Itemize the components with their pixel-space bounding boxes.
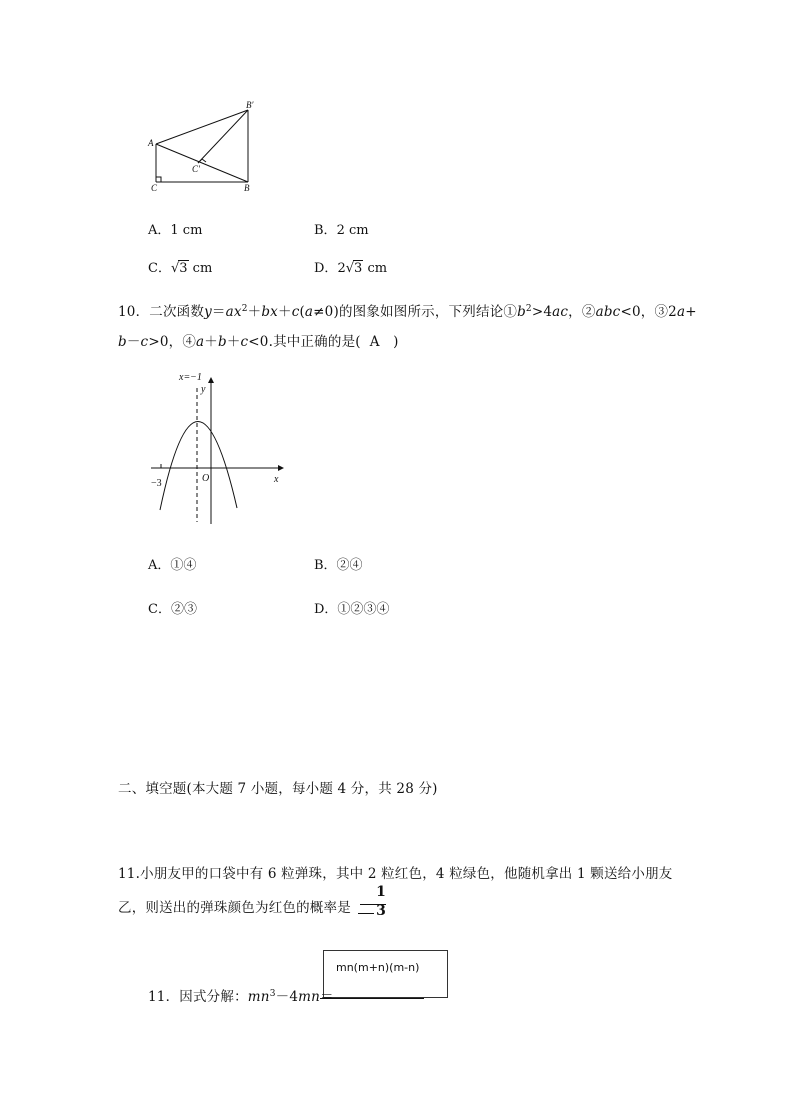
q11a-answer-blank bbox=[358, 913, 374, 914]
label-c: C bbox=[151, 183, 158, 193]
q10-text-1: 二次函数 bbox=[149, 304, 205, 320]
q9-option-b-value: 2 cm bbox=[336, 223, 369, 238]
q9-option-c bbox=[148, 257, 212, 276]
q9-option-a-prefix: A． bbox=[148, 223, 171, 238]
q10-line-2: b－c>0，④a＋b＋c<0.其中正确的是( A ) bbox=[118, 334, 399, 350]
q10-option-c: C．②③ bbox=[148, 602, 197, 617]
q10-option-a: A．①④ bbox=[148, 558, 197, 573]
q10-text-end: ) bbox=[393, 334, 399, 350]
q9-option-d-unit: cm bbox=[367, 261, 388, 276]
parabola-figure bbox=[145, 366, 290, 526]
label-b: B bbox=[244, 183, 250, 193]
q11a-line-2: 乙，则送出的弹珠颜色为红色的概率是 bbox=[118, 900, 351, 916]
q10-text-5: + bbox=[685, 304, 697, 320]
segment-ab-prime bbox=[156, 110, 248, 144]
q9-option-a-value: 1 cm bbox=[170, 223, 203, 238]
q10-text-4: <0，③2 bbox=[620, 304, 677, 320]
q9-option-c-prefix: C． bbox=[148, 261, 171, 276]
q11b-answer: mn(m+n)(m-n) bbox=[336, 961, 420, 974]
q11a-answer-denominator: 3 bbox=[376, 903, 386, 919]
q11a-line-1: 11.小朋友甲的口袋中有 6 粒弹珠，其中 2 粒红色，4 粒绿色，他随机拿出 1 颗送给小朋友 bbox=[118, 866, 673, 882]
root-label: −3 bbox=[151, 478, 162, 489]
axis-of-symmetry-label: x=−1 bbox=[179, 372, 202, 383]
label-b-prime: B′ bbox=[246, 100, 254, 110]
q9-option-c-radicand: 3 bbox=[179, 261, 188, 276]
x-axis-label: x bbox=[274, 474, 279, 485]
q11a-answer-numerator: 1 bbox=[376, 884, 386, 900]
q9-option-c-unit: cm bbox=[192, 261, 213, 276]
q9-option-d bbox=[314, 257, 387, 276]
section-heading: 二、填空题(本大题 7 小题，每小题 4 分，共 28 分) bbox=[118, 781, 438, 797]
label-c-prime: C′ bbox=[192, 164, 200, 174]
right-angle-mark-c bbox=[156, 177, 161, 182]
q9-option-d-radicand: 3 bbox=[354, 261, 363, 276]
q10-text-2: 的图象如图所示，下列结论① bbox=[338, 304, 518, 320]
segment-b-prime-c-prime bbox=[198, 110, 248, 163]
q10-answer: A bbox=[369, 334, 380, 350]
triangle-figure bbox=[140, 98, 270, 193]
q10-number: 10． bbox=[118, 304, 150, 320]
q11b-answer-blank bbox=[320, 998, 424, 999]
q9-option-d-sqrt: √3 bbox=[345, 261, 363, 276]
q10-text-6: >0，④ bbox=[148, 334, 197, 350]
origin-label: O bbox=[202, 473, 210, 484]
q10-option-b: B．②④ bbox=[314, 558, 363, 573]
q11b-line: 11．因式分解：$mn^3-4mn=$ bbox=[148, 989, 334, 1005]
q11b-prefix: 11．因式分解： bbox=[148, 989, 248, 1005]
segment-ab bbox=[156, 144, 248, 182]
q9-option-c-sqrt: √3 bbox=[170, 261, 188, 276]
y-axis-label: y bbox=[201, 384, 206, 395]
q9-option-d-prefix: D． bbox=[314, 261, 338, 276]
q10-text-3: ，② bbox=[568, 304, 596, 320]
q9-option-d-coef: 2 bbox=[337, 261, 346, 276]
q9-option-b-prefix: B． bbox=[314, 223, 337, 238]
q9-option-b bbox=[314, 219, 369, 238]
q10-line-1: 10．二次函数$y=ax^2+bx+c(a\ne 0)$的图象如图所示，下列结论$①b^2>4ac$，②abc<0，③2a+ bbox=[118, 304, 697, 320]
label-a: A bbox=[148, 138, 154, 148]
q9-option-a bbox=[148, 219, 202, 238]
q10-text-7: <0.其中正确的是( bbox=[248, 334, 361, 350]
q10-option-d: D．①②③④ bbox=[314, 602, 390, 617]
parabola-curve bbox=[160, 421, 237, 510]
q11b-answer-box bbox=[323, 950, 448, 998]
